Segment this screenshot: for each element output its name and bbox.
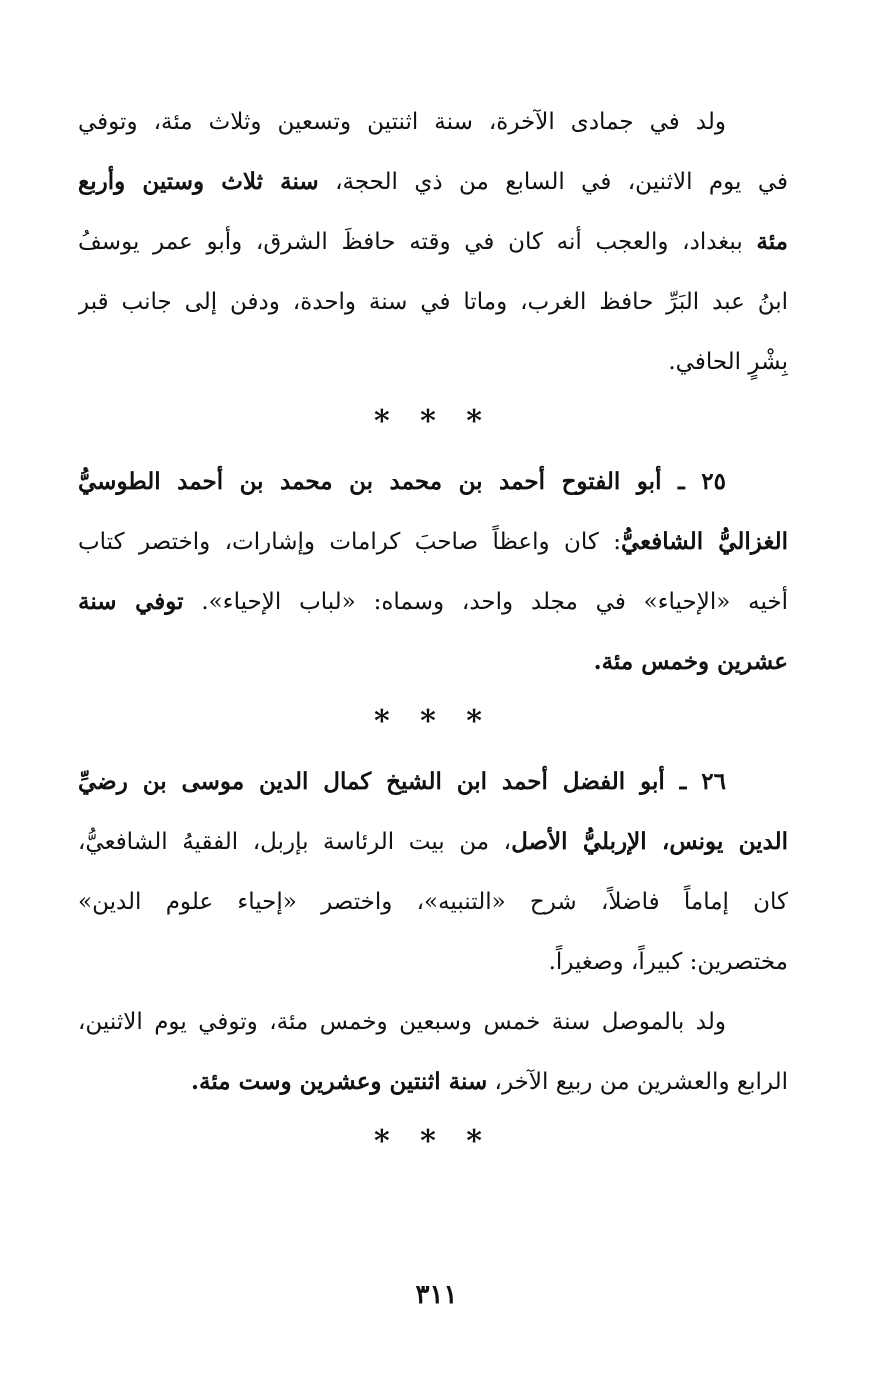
- entry-name: الدين يونس، الإربليُّ الأصل: [511, 828, 788, 855]
- entry-26: [78, 752, 788, 1112]
- date-bold: سنة اثنتين وعشرين وست مئة.: [191, 1068, 488, 1095]
- entry-heading: [78, 752, 788, 812]
- text-line: ولد بالموصل سنة خمس وسبعين وخمس مئة، وتوفي يوم الاثنين،: [78, 1009, 726, 1035]
- entry-number: ٢٥ ـ: [661, 468, 726, 495]
- text-run: ، من بيت الرئاسة بإربل، الفقيهُ الشافعيُّ،: [78, 829, 512, 855]
- text-run: : كان واعظاً صاحبَ كرامات وإشارات، واختصر كتاب: [78, 529, 621, 555]
- text-line: ابنُ عبد البَرِّ حافظ الغرب، وماتا في سنة واحدة، ودفن إلى جانب قبر: [78, 289, 788, 315]
- text-line: بِشْرٍ الحافي.: [668, 349, 788, 375]
- text-line: [78, 812, 788, 872]
- entry-number: ٢٦ ـ: [664, 768, 726, 795]
- text-line: [78, 152, 788, 212]
- entry-heading: [78, 452, 788, 512]
- text-run: ببغداد، والعجب أنه كان في وقته حافظَ الشرق، وأبو عمر يوسفُ: [78, 229, 757, 255]
- text-line: عشرين وخمس مئة.: [593, 648, 788, 675]
- text-run: أخيه «الإحياء» في مجلد واحد، وسماه: «لباب الإحياء».: [183, 589, 788, 615]
- entry-25: [78, 452, 788, 692]
- entry-name: أبو الفضل أحمد ابن الشيخ كمال الدين موسى بن رضيِّ: [78, 768, 665, 795]
- text-line: [78, 512, 788, 572]
- entry-name: أبو الفتوح أحمد بن محمد بن محمد بن أحمد الطوسيُّ: [78, 468, 662, 495]
- section-separator: * * *: [374, 1124, 492, 1159]
- date-bold: مئة: [756, 228, 788, 255]
- date-bold: توفي سنة: [78, 588, 184, 615]
- page-number: ٣١١: [415, 1280, 458, 1310]
- text-line: [78, 212, 788, 272]
- text-run: في يوم الاثنين، في السابع من ذي الحجة،: [318, 169, 788, 195]
- text-line: ولد في جمادى الآخرة، سنة اثنتين وتسعين وثلاث مئة، وتوفي: [78, 109, 726, 135]
- section-separator: * * *: [374, 404, 492, 439]
- text-line: [78, 572, 788, 632]
- text-line: [78, 1052, 788, 1112]
- date-bold: سنة ثلاث وستين وأربع: [78, 168, 319, 195]
- text-line: مختصرين: كبيراً، وصغيراً.: [548, 949, 788, 975]
- paragraph-intro: [78, 92, 788, 392]
- page-body: [78, 92, 788, 1172]
- text-line: كان إماماً فاضلاً، شرح «التنبيه»، واختصر «إحياء علوم الدين»: [78, 889, 788, 915]
- text-run: الرابع والعشرين من ربيع الآخر،: [487, 1069, 788, 1095]
- entry-name: الغزاليُّ الشافعيُّ: [620, 528, 788, 555]
- section-separator: * * *: [374, 704, 492, 739]
